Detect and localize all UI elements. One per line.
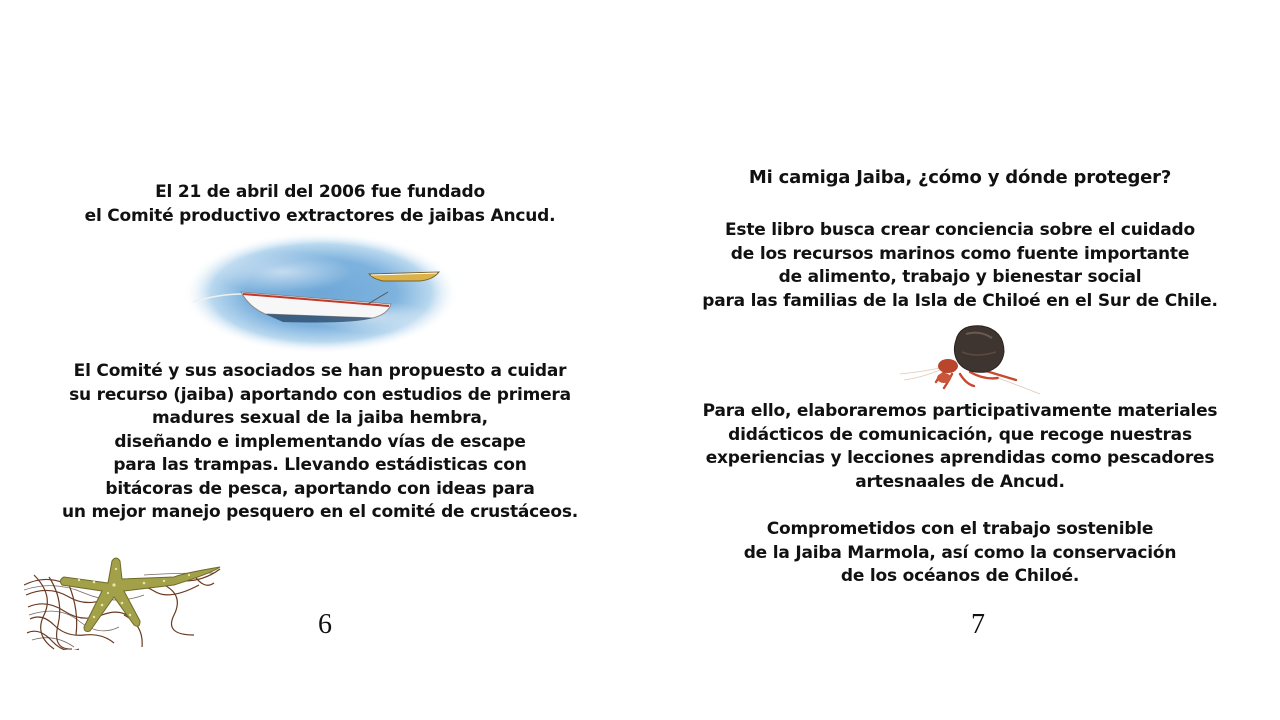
body-line: un mejor manejo pesquero en el comité de crustáceos. <box>61 502 579 522</box>
starfish-illustration <box>24 555 222 650</box>
intro-line: para las familias de la Isla de Chiloé en el Sur de Chile. <box>702 290 1218 311</box>
left-body <box>0 360 640 525</box>
crab-body <box>938 359 958 373</box>
heading-line: El 21 de abril del 2006 fue fundado <box>155 182 485 202</box>
starfish <box>60 558 220 632</box>
purpose-line: Para ello, elaboraremos participativamente materiales <box>702 401 1218 421</box>
body-line: diseñando e implementando vías de escape <box>114 431 526 452</box>
heading-line: el Comité productivo extractores de jaibas Ancud. <box>84 205 556 226</box>
boat-illustration <box>183 232 459 354</box>
body-line: bitácoras de pesca, aportando con ideas para <box>105 478 535 499</box>
body-line: para las trampas. Llevando estádisticas con <box>113 455 527 475</box>
purpose-line: experiencias y lecciones aprendidas como pescadores <box>705 448 1215 468</box>
closing-line: de los océanos de Chiloé. <box>840 566 1080 586</box>
right-page <box>640 0 1280 720</box>
page-number: 7 <box>971 609 985 640</box>
purpose-line: artesnaales de Ancud. <box>855 471 1065 492</box>
title-line: Mi camiga Jaiba, ¿cómo y dónde proteger? <box>748 167 1172 188</box>
body-line: El Comité y sus asociados se han propuesto a cuidar <box>73 361 567 381</box>
page-number: 6 <box>318 609 332 640</box>
body-line: madures sexual de la jaiba hembra, <box>152 408 488 428</box>
intro-line: de alimento, trabajo y bienestar social <box>778 267 1142 287</box>
purpose-line: didácticos de comunicación, que recoge nuestras <box>728 424 1192 445</box>
right-closing <box>640 518 1280 589</box>
hermit-crab-illustration <box>900 322 1044 398</box>
right-intro <box>640 219 1280 313</box>
distant-boat <box>369 272 439 281</box>
closing-line: de la Jaiba Marmola, así como la conservación <box>743 542 1177 563</box>
right-purpose <box>640 400 1280 494</box>
right-title <box>640 166 1280 190</box>
left-heading <box>0 181 640 228</box>
sea-water <box>183 232 459 354</box>
body-line: su recurso (jaiba) aportando con estudios de primera <box>69 384 571 405</box>
intro-line: Este libro busca crear conciencia sobre el cuidado <box>725 220 1195 240</box>
closing-line: Comprometidos con el trabajo sostenible <box>766 519 1154 539</box>
intro-line: de los recursos marinos como fuente importante <box>730 243 1190 264</box>
